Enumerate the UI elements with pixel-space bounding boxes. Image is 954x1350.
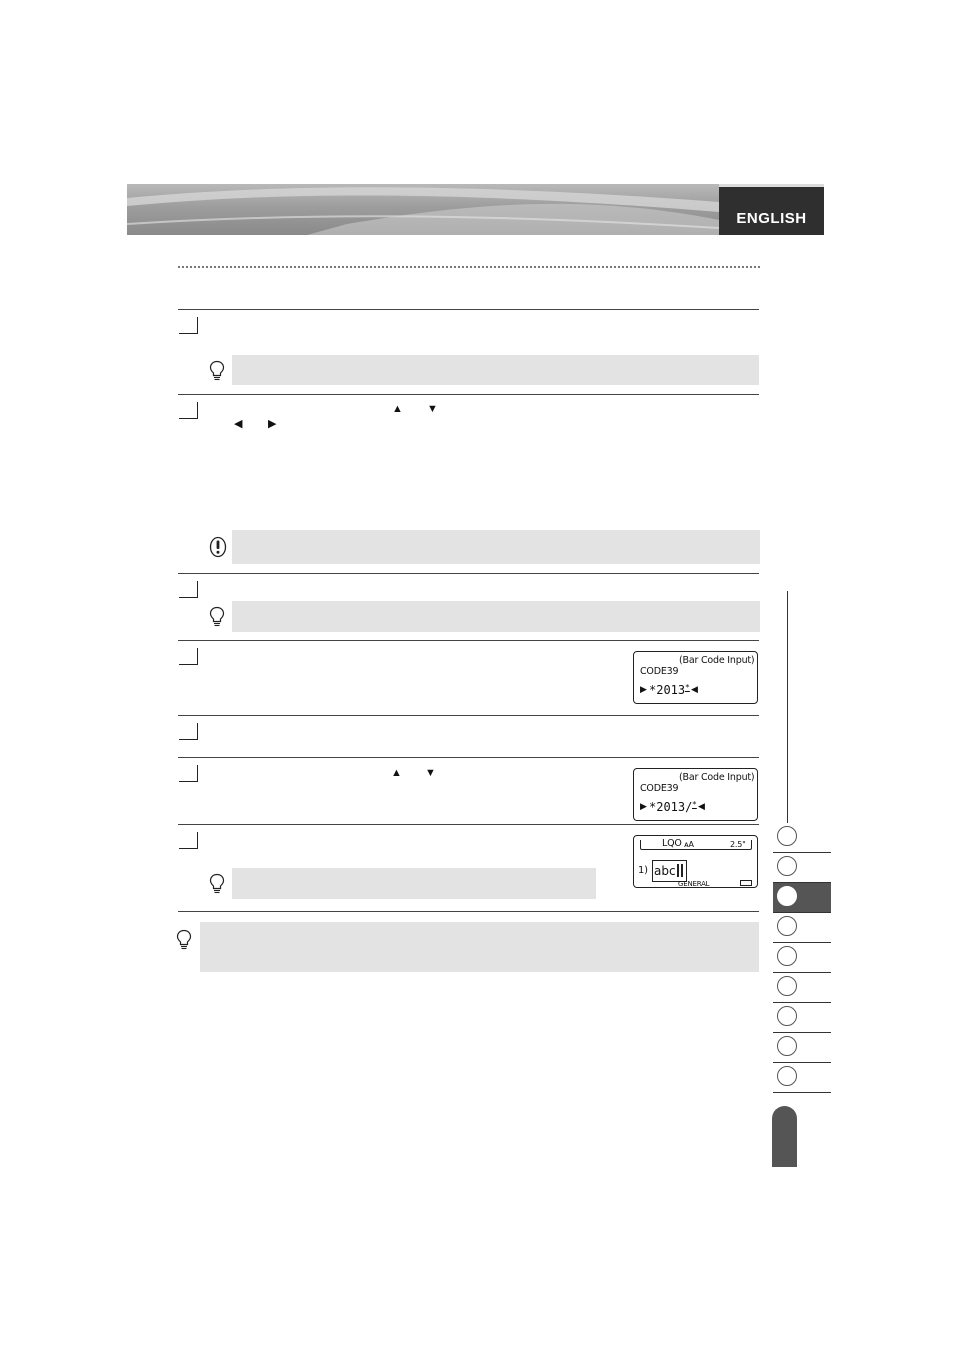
lcd-barcode-type: CODE39 — [640, 783, 679, 794]
right-pointer-icon: ▶ — [640, 685, 647, 695]
lcd-line-number: 1) — [638, 865, 648, 876]
caution-box — [232, 530, 760, 564]
lcd-label-text: abc — [654, 864, 676, 878]
lcd-screen-main — [633, 835, 758, 888]
step-marker-4 — [179, 648, 198, 665]
language-tab — [719, 184, 824, 235]
step-marker-3 — [179, 581, 198, 598]
lcd-input-value: *2013 — [649, 683, 686, 697]
side-index-line — [787, 591, 788, 823]
appendix-tab[interactable] — [772, 1106, 797, 1167]
step-marker-6 — [179, 765, 198, 782]
lcd-cursor: * — [685, 683, 690, 692]
section-rule — [178, 824, 759, 825]
left-pointer-icon: ◀ — [698, 802, 705, 812]
section-rule — [178, 715, 759, 716]
left-pointer-icon: ◀ — [691, 685, 698, 695]
chapter-tab-8[interactable] — [773, 1033, 831, 1063]
chapter-tab-4[interactable] — [773, 913, 831, 943]
lcd-cursor: * — [692, 800, 697, 809]
section-rule — [178, 757, 759, 758]
lcd-mode: GENERAL — [678, 880, 710, 888]
text-size-icon: ᴀA — [684, 840, 694, 849]
battery-icon — [740, 880, 752, 886]
hint-box-2 — [232, 601, 760, 632]
up-arrow-icon: ▲ — [392, 403, 403, 415]
lcd-label-size: 2.5" — [730, 840, 746, 849]
language-label: ENGLISH — [736, 210, 807, 227]
right-arrow-icon: ▶ — [268, 418, 277, 430]
down-arrow-icon: ▼ — [427, 403, 438, 415]
step-marker-1 — [179, 317, 198, 334]
section-rule — [178, 911, 759, 912]
section-rule — [178, 309, 759, 310]
left-arrow-icon: ◀ — [234, 418, 243, 430]
up-arrow-icon: ▲ — [391, 767, 402, 779]
down-arrow-icon: ▼ — [425, 767, 436, 779]
lcd-screen-barcode-input-1 — [633, 651, 758, 704]
chapter-tab-6[interactable] — [773, 973, 831, 1003]
dotted-divider — [178, 266, 760, 268]
lcd-input-value: *2013/ — [649, 800, 693, 814]
lcd-barcode-type: CODE39 — [640, 666, 679, 677]
lightbulb-icon — [176, 929, 192, 951]
header-banner — [127, 184, 719, 235]
chapter-tab-5[interactable] — [773, 943, 831, 973]
step-marker-7 — [179, 832, 198, 849]
lcd-mode-label: (Bar Code Input) — [679, 772, 755, 783]
chapter-tab-1[interactable] — [773, 823, 831, 853]
lcd-font-label: LQO — [662, 838, 682, 849]
section-rule — [178, 573, 759, 574]
step-marker-5 — [179, 723, 198, 740]
hint-box-3 — [232, 868, 596, 899]
chapter-tab-9[interactable] — [773, 1063, 831, 1093]
lightbulb-icon — [209, 360, 225, 382]
section-rule — [178, 640, 759, 641]
banner-swoosh — [127, 184, 719, 235]
step-marker-2 — [179, 402, 198, 419]
lightbulb-icon — [209, 606, 225, 628]
chapter-tab-2[interactable] — [773, 853, 831, 883]
lightbulb-icon — [209, 873, 225, 895]
right-pointer-icon: ▶ — [640, 802, 647, 812]
hint-box-bottom — [200, 922, 759, 972]
lcd-screen-barcode-input-2 — [633, 768, 758, 821]
hint-box-1 — [232, 355, 759, 385]
chapter-tab-7[interactable] — [773, 1003, 831, 1033]
chapter-tab-3-active[interactable] — [773, 883, 831, 913]
section-rule — [178, 394, 759, 395]
lcd-mode-label: (Bar Code Input) — [679, 655, 755, 666]
caution-icon — [209, 536, 227, 558]
